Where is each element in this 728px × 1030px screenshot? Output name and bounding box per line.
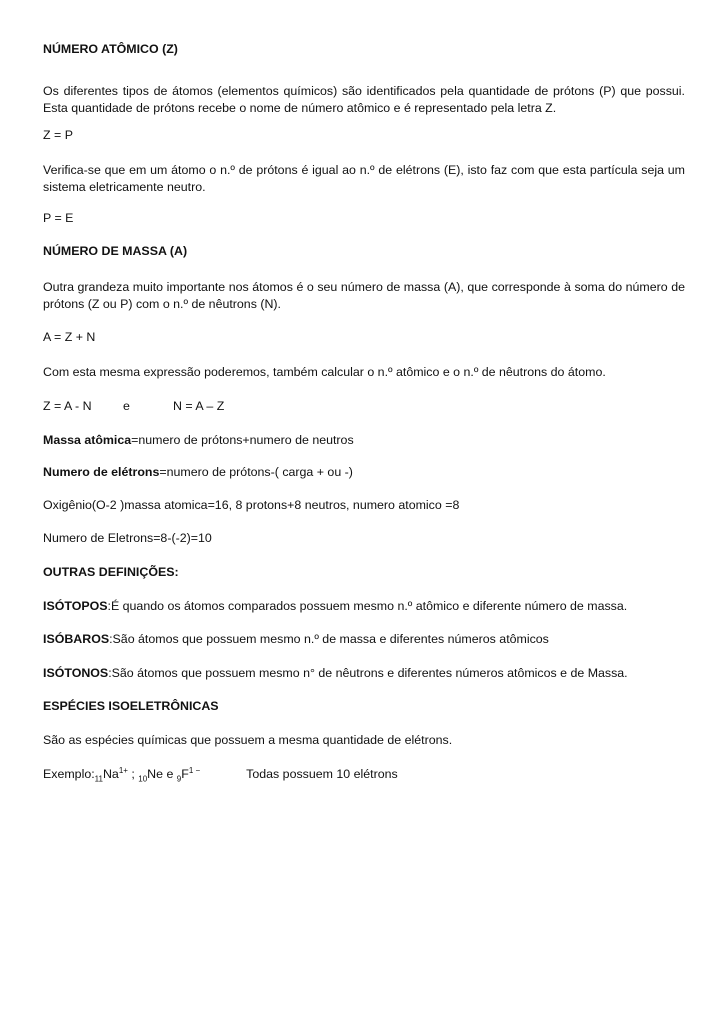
equations-row — [43, 398, 685, 414]
especies-paragraph: São as espécies químicas que possuem a mesma quantidade de elétrons. — [43, 733, 453, 747]
paragraph-mass-line-1: Outra grandeza muito importante nos átomos é o seu número de massa (A), que corresponde à soma do número de — [43, 280, 685, 294]
paragraph-neutral-line-2: sistema eletricamente neutro. — [43, 180, 206, 194]
sodium-atomic-number: 11 — [94, 774, 103, 784]
paragraph-expression: Com esta mesma expressão poderemos, também calcular o n.º atômico e o n.º de nêutrons do átomo. — [43, 365, 606, 379]
equation-z-p: Z = P — [43, 128, 73, 142]
isotonos-text: :São átomos que possuem mesmo n° de nêutrons e diferentes números atômicos e de Massa. — [108, 666, 628, 680]
fluorine-atomic-number: 9 — [176, 774, 182, 784]
numero-eletrons-text: =numero de prótons-( carga + ou -) — [159, 465, 353, 479]
equation-z-a-n: Z = A - N — [43, 399, 92, 413]
isoeletronic-example — [43, 766, 685, 782]
heading-numero-massa: NÚMERO DE MASSA (A) — [43, 244, 188, 258]
paragraph-atomic-line-1: Os diferentes tipos de átomos (elementos químicos) são identificados pela quantidade de prótons (P) que possui. — [43, 84, 685, 98]
equation-connector: e — [123, 399, 130, 413]
fluorine-symbol: F — [181, 767, 189, 781]
example-label: Exemplo: — [43, 767, 95, 781]
isotopos-text: :É quando os átomos comparados possuem mesmo n.º atômico e diferente número de massa. — [107, 599, 628, 613]
isotopos-label: ISÓTOPOS — [43, 599, 108, 613]
equation-p-e: P = E — [43, 211, 74, 225]
isotopos-definition — [43, 598, 685, 614]
example-note: Todas possuem 10 elétrons — [246, 767, 398, 781]
oxigenio-example: Oxigênio(O-2 )massa atomica=16, 8 protons+8 neutros, numero atomico =8 — [43, 498, 460, 512]
isotonos-label: ISÓTONOS — [43, 666, 109, 680]
massa-atomica-label: Massa atômica — [43, 433, 132, 447]
eletrons-calculation: Numero de Eletrons=8-(-2)=10 — [43, 531, 212, 545]
isobaros-label: ISÓBAROS — [43, 632, 110, 646]
numero-eletrons-definition — [43, 464, 685, 480]
neon-atomic-number: 10 — [138, 774, 148, 784]
isobaros-text: :São átomos que possuem mesmo n.º de massa e diferentes números atômicos — [109, 632, 549, 646]
heading-especies-isoeletronicas: ESPÉCIES ISOELETRÔNICAS — [43, 699, 219, 713]
paragraph-atomic-line-2: Esta quantidade de prótons recebe o nome de número atômico e é representado pela letra Z. — [43, 101, 557, 115]
numero-eletrons-label: Numero de elétrons — [43, 465, 160, 479]
sodium-symbol: Na — [102, 767, 119, 781]
fluorine-charge: 1 − — [188, 765, 201, 775]
massa-atomica-text: =numero de prótons+numero de neutros — [131, 433, 354, 447]
heading-numero-atomico: NÚMERO ATÔMICO (Z) — [43, 42, 178, 56]
isotonos-definition — [43, 665, 685, 681]
heading-outras-definicoes: OUTRAS DEFINIÇÕES: — [43, 565, 179, 579]
paragraph-mass-line-2: prótons (Z ou P) com o n.º de nêutrons (N). — [43, 297, 281, 311]
paragraph-neutral-line-1: Verifica-se que em um átomo o n.º de prótons é igual ao n.º de elétrons (E), isto faz com que esta partícula seja um — [43, 163, 685, 177]
equation-n-a-z: N = A – Z — [173, 399, 225, 413]
massa-atomica-definition — [43, 432, 685, 448]
example-separator: ; — [127, 767, 139, 781]
equation-a-z-n: A = Z + N — [43, 330, 96, 344]
sodium-charge: 1+ — [118, 765, 128, 775]
isobaros-definition — [43, 631, 685, 647]
neon-symbol: Ne e — [147, 767, 177, 781]
